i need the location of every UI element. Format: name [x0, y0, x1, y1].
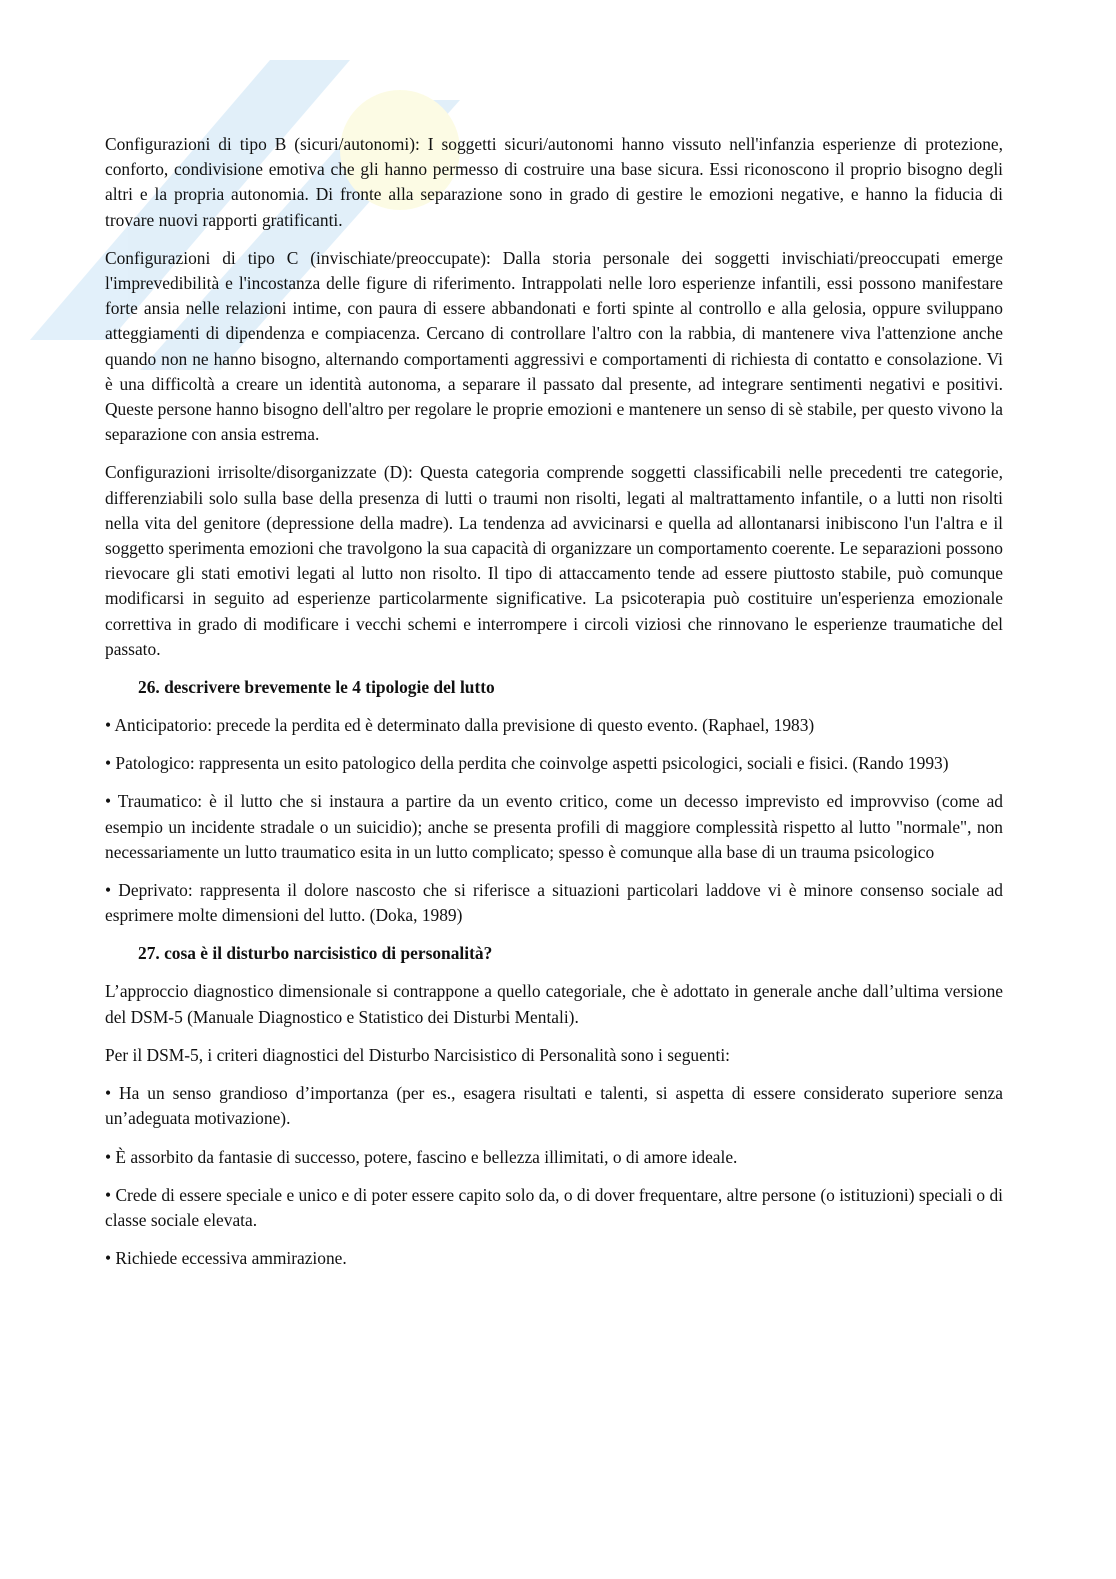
paragraph-type-d: Configurazioni irrisolte/disorganizzate (D): Questa categoria comprende soggetti classificabili nelle precedenti tre categorie, differenziabili solo sulla base della presenza di lutti o traumi non risolti, legati al maltrattamento infantile, o a lutti non risolti nella vita del genitore (depressione della madre). La tendenza ad avvicinarsi e quella ad allontanarsi inibiscono l'un l'altra e il soggetto sperimenta emozioni che travolgono la sua capacità di organizzare un comportamento coerente. Le separazioni possono rievocare gli stati emotivi legati al lutto non risolto. Il tipo di attaccamento tende ad essere piuttosto stabile, può comunque modificarsi in seguito ad esperienze particolarmente significative. La psicoterapia può costituire un'esperienza emozionale correttiva in grado di modificare i vecchi schemi e interrompere i circoli viziosi che rinnovano le esperienze traumatiche del passato. — [105, 462, 1003, 659]
list-item-criterion-4: • Richiede eccessiva ammirazione. — [105, 1248, 347, 1269]
paragraph-dsm5-criteria-intro: Per il DSM-5, i criteri diagnostici del Disturbo Narcisistico di Personalità sono i seguenti: — [105, 1044, 731, 1065]
list-item-criterion-1: • Ha un senso grandioso d’importanza (per es., esagera risultati e talenti, si aspetta di essere considerato superiore senza un’adeguata motivazione). — [105, 1083, 1003, 1129]
document-page — [105, 132, 1003, 1284]
list-item-criterion-2: • È assorbito da fantasie di successo, potere, fascino e bellezza illimitati, o di amore ideale. — [105, 1146, 738, 1167]
list-item-criterion-3: • Crede di essere speciale e unico e di poter essere capito solo da, o di dover frequentare, altre persone (o istituzioni) speciali o di classe sociale elevata. — [105, 1184, 1003, 1230]
list-item-patologico: • Patologico: rappresenta un esito patologico della perdita che coinvolge aspetti psicologici, sociali e fisici. (Rando 1993) — [105, 753, 949, 774]
list-item-traumatico: • Traumatico: è il lutto che si instaura a partire da un evento critico, come un decesso imprevisto ed improvviso (come ad esempio un incidente stradale o un suicidio); anche se presenta profili di maggiore complessità rispetto al lutto "normale", non necessariamente un lutto traumatico esita in un lutto complicato; spesso è comunque alla base di un trauma psicologico — [105, 791, 1003, 862]
list-item-deprivato: • Deprivato: rappresenta il dolore nascosto che si riferisce a situazioni particolari laddove vi è minore consenso sociale ad esprimere molte dimensioni del lutto. (Doka, 1989) — [105, 880, 1003, 926]
list-item-anticipatorio: • Anticipatorio: precede la perdita ed è determinato dalla previsione di questo evento. (Raphael, 1983) — [105, 715, 815, 736]
heading-question-26: 26. descrivere brevemente le 4 tipologie del lutto — [138, 677, 495, 698]
paragraph-type-c: Configurazioni di tipo C (invischiate/preoccupate): Dalla storia personale dei soggetti invischiati/preoccupati emerge l'imprevedibilità e l'incostanza delle figure di riferimento. Intrappolati nelle loro esperienze infantili, essi possono manifestare forte ansia nelle relazioni intime, con paura di essere abbandonati e forti spinte al controllo e alla gelosia, oppure sviluppano atteggiamenti di dipendenza e compiacenza. Cercano di controllare l'altro con la rabbia, di mantenere viva l'attenzione anche quando non ne hanno bisogno, alternando comportamenti aggressivi e comportamenti di richiesta di contatto e consolazione. Vi è una difficoltà a creare un identità autonoma, a separare il passato dal presente, ad integrare sentimenti negativi e positivi. Queste persone hanno bisogno dell'altro per regolare le proprie emozioni e mantenere un senso di sè stabile, per questo vivono la separazione con ansia estrema. — [105, 247, 1003, 445]
heading-question-27: 27. cosa è il disturbo narcisistico di personalità? — [138, 943, 493, 964]
paragraph-dimensional-approach: L’approccio diagnostico dimensionale si contrappone a quello categoriale, che è adottato in generale anche dall’ultima versione del DSM-5 (Manuale Diagnostico e Statistico dei Disturbi Mentali). — [105, 981, 1003, 1027]
paragraph-type-b: Configurazioni di tipo B (sicuri/autonomi): I soggetti sicuri/autonomi hanno vissuto nell'infanzia esperienze di protezione, conforto, condivisione emotiva che gli hanno permesso di costruire una base sicura. Essi riconoscono il proprio bisogno degli altri e la propria autonomia. Di fronte alla separazione sono in grado di gestire le emozioni negative, e hanno la fiducia di trovare nuovi rapporti gratificanti. — [105, 134, 1003, 230]
